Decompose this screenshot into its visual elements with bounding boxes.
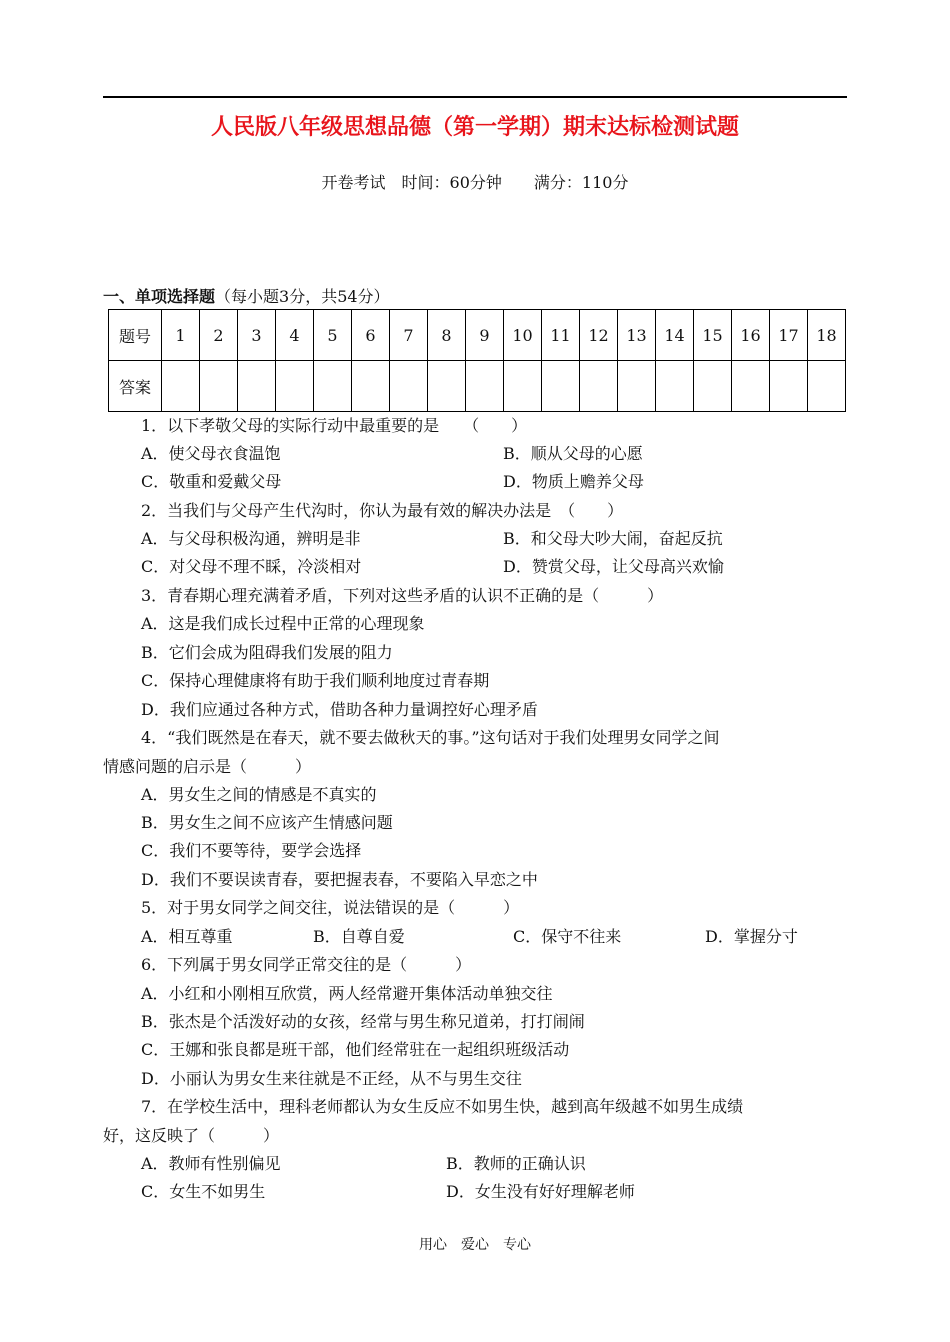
question-3-option-c: C．保持心理健康将有助于我们顺利地度过青春期	[141, 671, 490, 690]
question-1-stem: 1．以下孝敬父母的实际行动中最重要的是 （ ）	[141, 416, 528, 435]
answer-cell[interactable]	[390, 361, 428, 412]
table-header-number: 题号	[109, 310, 162, 361]
table-number-cell: 8	[428, 310, 466, 361]
table-number-cell: 11	[542, 310, 580, 361]
table-number-cell: 13	[618, 310, 656, 361]
page-footer: 用心 爱心 专心	[419, 1237, 531, 1253]
page-title: 人民版八年级思想品德（第一学期）期末达标检测试题	[210, 114, 739, 140]
question-5-option-c: C．保守不往来	[513, 927, 622, 946]
answer-cell[interactable]	[466, 361, 504, 412]
answer-cell[interactable]	[808, 361, 846, 412]
question-5-option-a: A．相互尊重	[141, 927, 233, 946]
table-number-cell: 10	[504, 310, 542, 361]
answer-cell[interactable]	[694, 361, 732, 412]
question-5-option-b: B．自尊自爱	[313, 927, 405, 946]
table-number-cell: 17	[770, 310, 808, 361]
question-3-option-b: B．它们会成为阻碍我们发展的阻力	[141, 643, 393, 662]
answer-cell[interactable]	[542, 361, 580, 412]
question-1-option-b: B．顺从父母的心愿	[503, 444, 643, 463]
table-number-cell: 2	[200, 310, 238, 361]
question-4-stem-line2: 情感问题的启示是（ ）	[103, 757, 312, 776]
table-number-cell: 16	[732, 310, 770, 361]
question-1-option-d: D．物质上赡养父母	[503, 472, 644, 491]
answer-cell[interactable]	[238, 361, 276, 412]
table-number-cell: 14	[656, 310, 694, 361]
question-7-option-c: C．女生不如男生	[141, 1182, 266, 1201]
section-heading	[103, 284, 390, 307]
answer-cell[interactable]	[580, 361, 618, 412]
question-3-option-a: A．这是我们成长过程中正常的心理现象	[141, 614, 425, 633]
table-number-cell: 5	[314, 310, 352, 361]
section-title: 一、单项选择题	[103, 287, 216, 306]
question-6-option-d: D．小丽认为男女生来往就是不正经，从不与男生交往	[141, 1069, 522, 1088]
answer-cell[interactable]	[732, 361, 770, 412]
answer-cell[interactable]	[352, 361, 390, 412]
question-2-option-d: D．赞赏父母，让父母高兴欢愉	[503, 557, 724, 576]
question-2-option-c: C．对父母不理不睬，冷淡相对	[141, 557, 362, 576]
answer-table	[108, 309, 846, 412]
table-number-cell: 15	[694, 310, 732, 361]
answer-table-answer-row	[109, 361, 846, 412]
question-4-option-c: C．我们不要等待，要学会选择	[141, 841, 362, 860]
question-1-option-c: C．敬重和爱戴父母	[141, 472, 282, 491]
question-6-option-b: B．张杰是个活泼好动的女孩，经常与男生称兄道弟，打打闹闹	[141, 1012, 585, 1031]
answer-cell[interactable]	[656, 361, 694, 412]
answer-cell[interactable]	[162, 361, 200, 412]
question-4-option-b: B．男女生之间不应该产生情感问题	[141, 813, 393, 832]
question-4-option-d: D．我们不要误读青春，要把握表春，不要陷入早恋之中	[141, 870, 538, 889]
question-4-option-a: A．男女生之间的情感是不真实的	[141, 785, 377, 804]
table-number-cell: 7	[390, 310, 428, 361]
question-7-stem-line2: 好，这反映了（ ）	[103, 1126, 280, 1145]
answer-cell[interactable]	[504, 361, 542, 412]
question-3-stem: 3．青春期心理充满着矛盾，下列对这些矛盾的认识不正确的是（ ）	[141, 586, 664, 605]
exam-info: 开卷考试 时间：60分钟 满分：110分	[321, 173, 629, 192]
question-5-option-d: D．掌握分寸	[705, 927, 798, 946]
question-2-option-b: B．和父母大吵大闹，奋起反抗	[503, 529, 723, 548]
answer-cell[interactable]	[314, 361, 352, 412]
table-header-answer: 答案	[109, 361, 162, 412]
answer-cell[interactable]	[276, 361, 314, 412]
table-number-cell: 4	[276, 310, 314, 361]
question-6-option-a: A．小红和小刚相互欣赏，两人经常避开集体活动单独交往	[141, 984, 553, 1003]
header-rule	[103, 96, 847, 98]
table-number-cell: 18	[808, 310, 846, 361]
section-note: （每小题3分，共54分）	[215, 287, 390, 306]
question-1-option-a: A．使父母衣食温饱	[141, 444, 281, 463]
question-7-stem-line1: 7．在学校生活中，理科老师都认为女生反应不如男生快，越到高年级越不如男生成绩	[141, 1097, 744, 1116]
question-7-option-d: D．女生没有好好理解老师	[446, 1182, 635, 1201]
question-7-option-a: A．教师有性别偏见	[141, 1154, 281, 1173]
table-number-cell: 6	[352, 310, 390, 361]
answer-table-number-row	[109, 310, 846, 361]
table-number-cell: 3	[238, 310, 276, 361]
question-3-option-d: D．我们应通过各种方式，借助各种力量调控好心理矛盾	[141, 700, 538, 719]
question-7-option-b: B．教师的正确认识	[446, 1154, 586, 1173]
answer-cell[interactable]	[200, 361, 238, 412]
table-number-cell: 1	[162, 310, 200, 361]
question-4-stem-line1: 4．“我们既然是在春天，就不要去做秋天的事。”这句话对于我们处理男女同学之间	[141, 728, 720, 747]
table-number-cell: 9	[466, 310, 504, 361]
answer-cell[interactable]	[770, 361, 808, 412]
answer-cell[interactable]	[428, 361, 466, 412]
question-2-option-a: A．与父母积极沟通，辨明是非	[141, 529, 361, 548]
answer-cell[interactable]	[618, 361, 656, 412]
question-2-stem: 2．当我们与父母产生代沟时，你认为最有效的解决办法是 （ ）	[141, 501, 624, 520]
question-6-option-c: C．王娜和张良都是班干部，他们经常驻在一起组织班级活动	[141, 1040, 570, 1059]
question-6-stem: 6．下列属于男女同学正常交往的是（ ）	[141, 955, 472, 974]
question-5-stem: 5．对于男女同学之间交往，说法错误的是（ ）	[141, 898, 520, 917]
table-number-cell: 12	[580, 310, 618, 361]
